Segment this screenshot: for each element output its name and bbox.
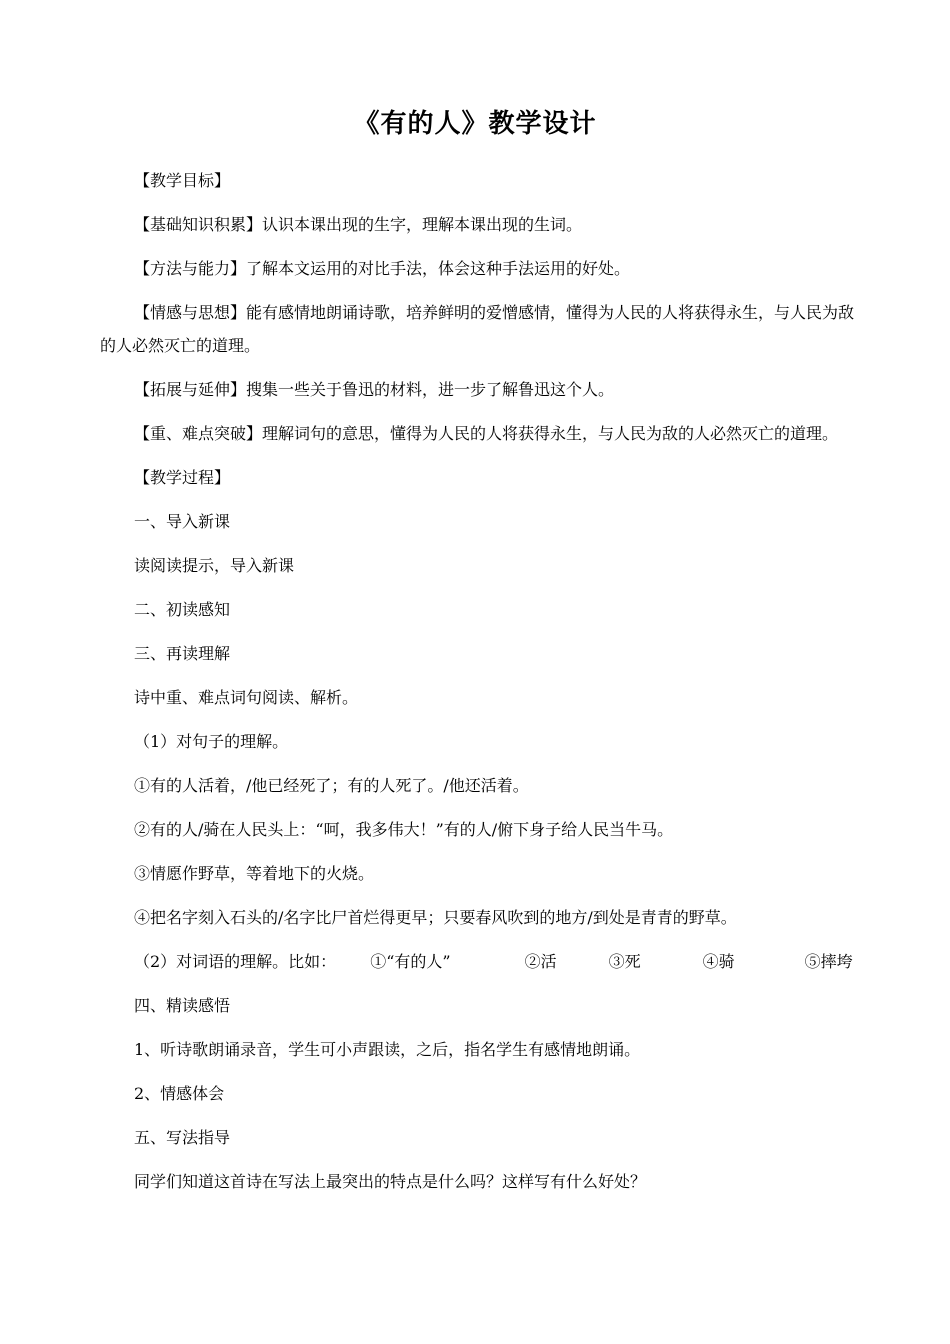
step-5-heading: 五、写法指导 (134, 1128, 231, 1147)
step-1-heading: 一、导入新课 (134, 512, 231, 531)
step-3-heading: 三、再读理解 (134, 644, 231, 663)
step-3-text: 诗中重、难点词句阅读、解析。 (134, 688, 359, 707)
objective-emotion: 【情感与思想】能有感情地朗诵诗歌，培养鲜明的爱憎感情，懂得为人民的人将获得永生，与人民为敌的人必然灭亡的道理。 (100, 303, 855, 355)
word-option-2: ②活 (524, 952, 557, 971)
sentence-2: ②有的人/骑在人民头上：“呵，我多伟大！”有的人/俯下身子给人民当牛马。 (134, 820, 674, 839)
objective-knowledge: 【基础知识积累】认识本课出现的生字，理解本课出现的生词。 (134, 215, 583, 234)
word-option-3: ③死 (608, 952, 641, 971)
document-title: 《有的人》教学设计 (353, 109, 597, 139)
section-heading-objectives: 【教学目标】 (134, 171, 231, 190)
step-4-heading: 四、精读感悟 (134, 996, 231, 1015)
document-body (100, 164, 858, 1209)
sentence-4: ④把名字刻入石头的/名字比尸首烂得更早；只要春风吹到的地方/到处是青青的野草。 (134, 908, 737, 927)
step-1-text: 读阅读提示，导入新课 (134, 556, 295, 575)
word-option-1: ①“有的人” (370, 952, 451, 971)
step-4-item-1: 1、听诗歌朗诵录音，学生可小声跟读，之后，指名学生有感情地朗诵。 (134, 1040, 641, 1059)
word-understanding-intro: （2）对词语的理解。比如： (134, 952, 337, 971)
objective-key-points: 【重、难点突破】理解词句的意思，懂得为人民的人将获得永生，与人民为敌的人必然灭亡的道理。 (134, 424, 839, 443)
step-2-heading: 二、初读感知 (134, 600, 231, 619)
sentence-1: ①有的人活着，/他已经死了；有的人死了。/他还活着。 (134, 776, 529, 795)
objective-method: 【方法与能力】了解本文运用的对比手法，体会这种手法运用的好处。 (134, 259, 631, 278)
word-option-5: ⑤摔垮 (804, 952, 853, 971)
step-4-item-2: 2、情感体会 (134, 1084, 225, 1103)
word-understanding-line (100, 945, 858, 978)
sentence-3: ③情愿作野草，等着地下的火烧。 (134, 864, 375, 883)
objective-extension: 【拓展与延伸】搜集一些关于鲁迅的材料，进一步了解鲁迅这个人。 (134, 380, 615, 399)
step-5-text: 同学们知道这首诗在写法上最突出的特点是什么吗？这样写有什么好处？ (134, 1172, 647, 1191)
sentence-understanding-heading: （1）对句子的理解。 (134, 732, 289, 751)
word-option-4: ④骑 (702, 952, 735, 971)
section-heading-process: 【教学过程】 (134, 468, 231, 487)
